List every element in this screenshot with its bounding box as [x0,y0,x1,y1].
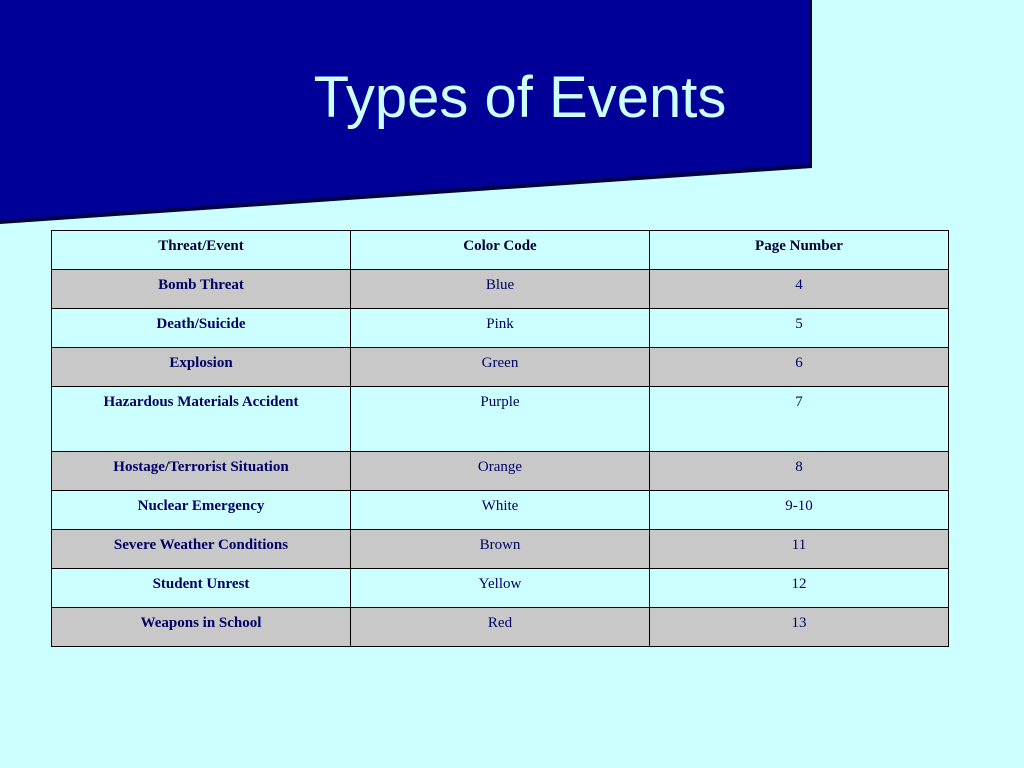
color-code-cell: Red [351,608,650,647]
table-row [52,452,949,491]
table-row [52,270,949,309]
color-code-cell: Orange [351,452,650,491]
table-row [52,348,949,387]
table-row [52,569,949,608]
header-threat-event: Threat/Event [52,231,351,270]
table-row [52,608,949,647]
color-code-cell: Pink [351,309,650,348]
event-cell: Explosion [52,348,351,387]
color-code-cell: Yellow [351,569,650,608]
page-number-cell: 13 [650,608,949,647]
event-cell: Nuclear Emergency [52,491,351,530]
event-cell: Bomb Threat [52,270,351,309]
event-cell: Hazardous Materials Accident [52,387,351,452]
event-cell: Student Unrest [52,569,351,608]
color-code-cell: Brown [351,530,650,569]
page-number-cell: 7 [650,387,949,452]
table-row [52,491,949,530]
event-cell: Weapons in School [52,608,351,647]
table-row [52,309,949,348]
color-code-cell: Blue [351,270,650,309]
page-number-cell: 11 [650,530,949,569]
page-number-cell: 9-10 [650,491,949,530]
table-row [52,387,949,452]
events-table [51,230,949,647]
page-number-cell: 12 [650,569,949,608]
page-number-cell: 5 [650,309,949,348]
slide-title: Types of Events [313,65,727,130]
table-header-row [52,231,949,270]
page-number-cell: 4 [650,270,949,309]
event-cell: Death/Suicide [52,309,351,348]
header-page-number: Page Number [650,231,949,270]
page-number-cell: 6 [650,348,949,387]
page-number-cell: 8 [650,452,949,491]
color-code-cell: Purple [351,387,650,452]
event-cell: Hostage/Terrorist Situation [52,452,351,491]
header-color-code: Color Code [351,231,650,270]
table-row [52,530,949,569]
event-cell: Severe Weather Conditions [52,530,351,569]
color-code-cell: Green [351,348,650,387]
color-code-cell: White [351,491,650,530]
